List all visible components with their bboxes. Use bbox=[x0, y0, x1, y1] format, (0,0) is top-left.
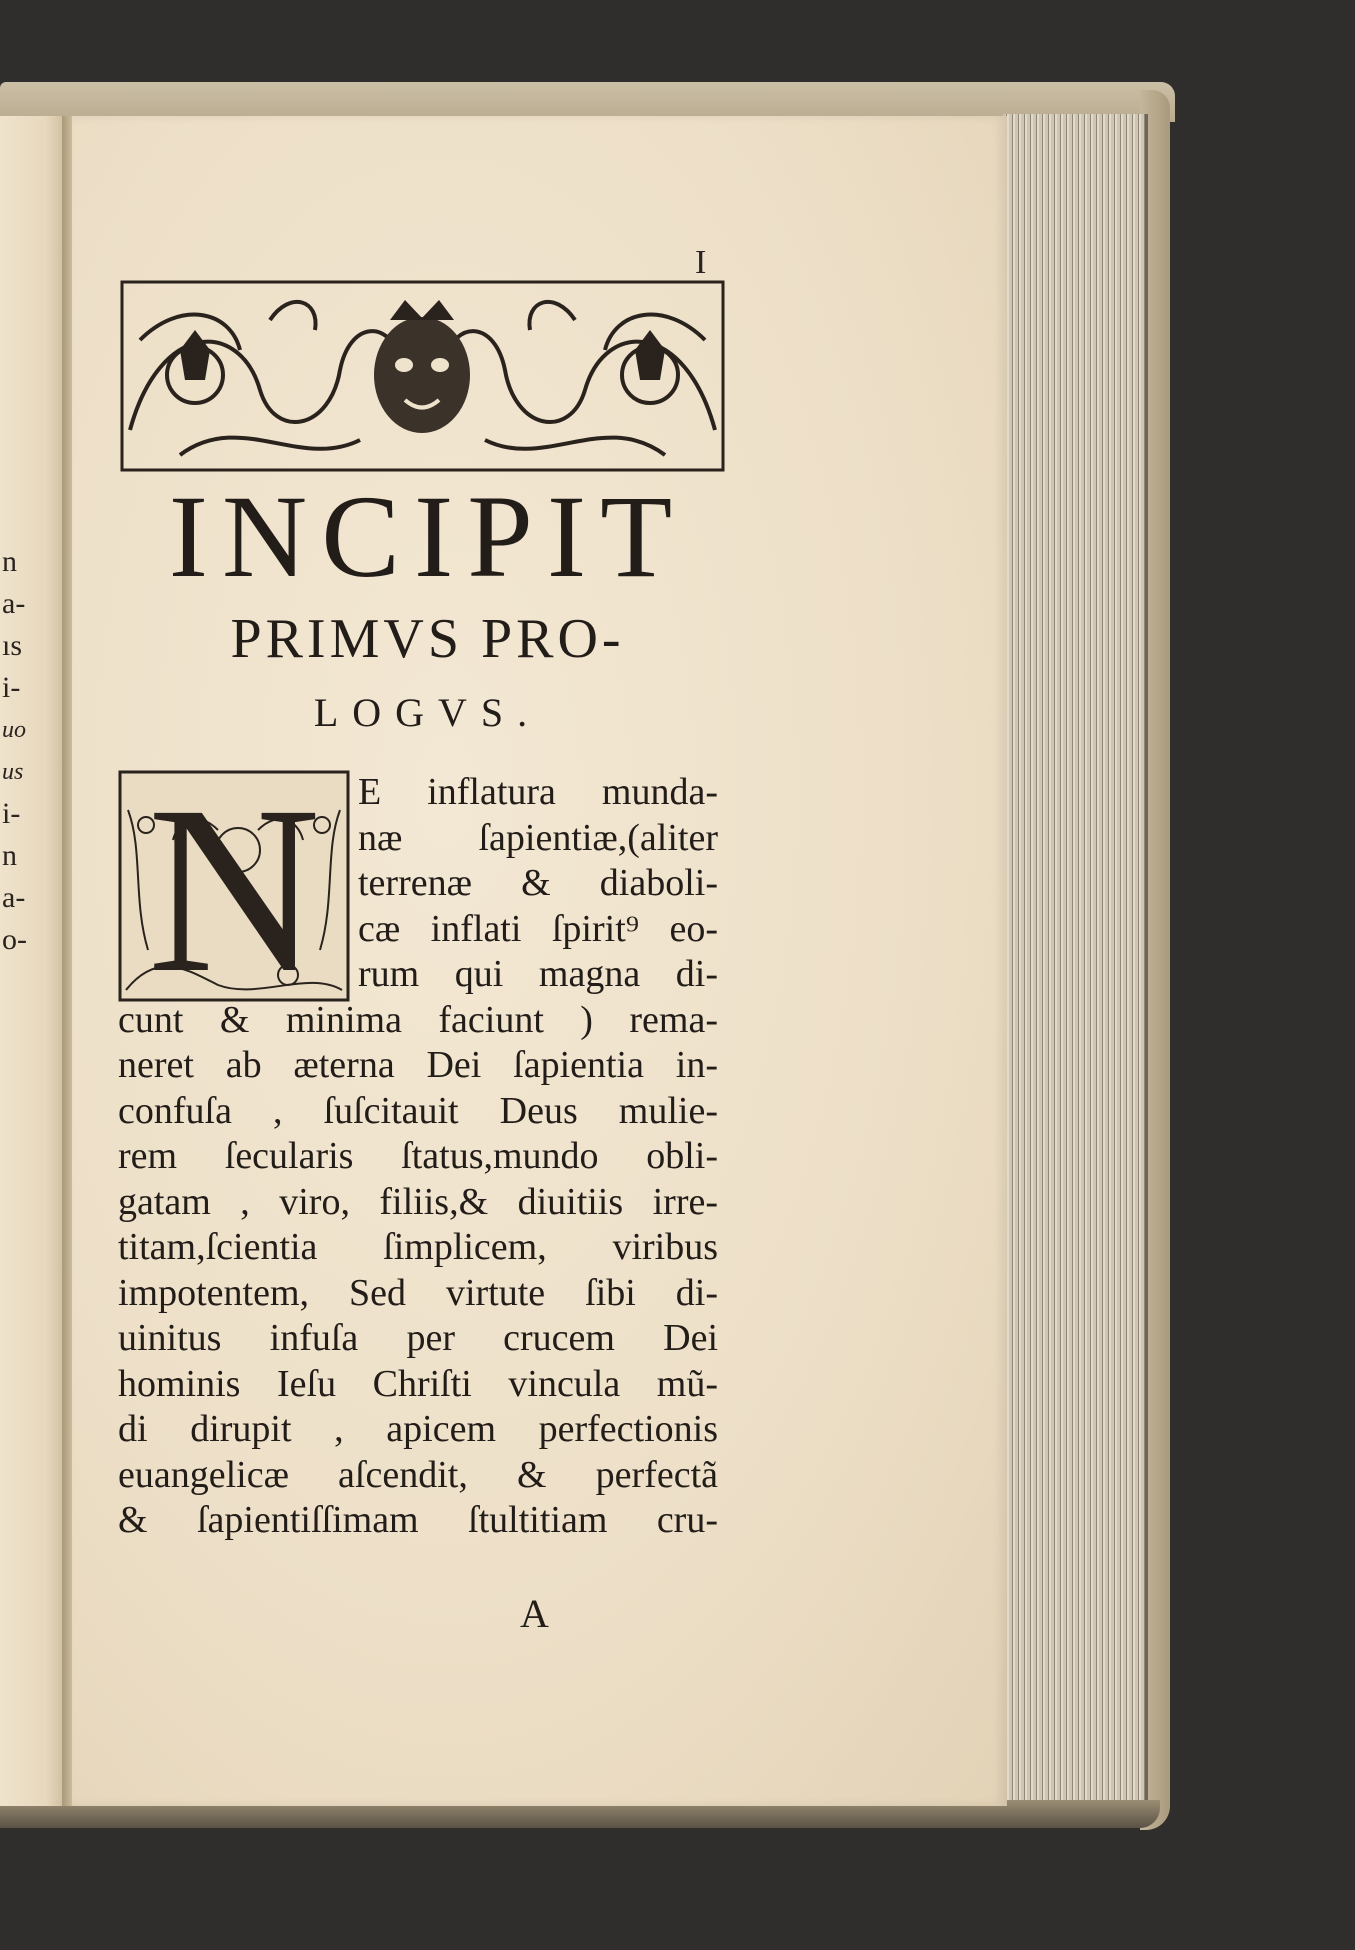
body-text bbox=[118, 770, 718, 1544]
text-line: confuſa , ſuſcitauit Deus mulie- bbox=[118, 1089, 718, 1132]
text-line: & ſapientiſſimam ſtultitiam cru- bbox=[118, 1499, 718, 1541]
left-page bbox=[0, 116, 68, 1806]
text-line: gatam , viro, filiis,& diuitiis irre- bbox=[118, 1180, 718, 1223]
text-line: rem ſecularis ſtatus,mundo obli- bbox=[118, 1135, 718, 1177]
left-fragment: us bbox=[2, 759, 24, 785]
heading-line-2: PRIMVS PRO- bbox=[230, 608, 625, 670]
text-line: cunt & minima faciunt ) rema- bbox=[118, 998, 718, 1041]
left-fragment: i- bbox=[2, 671, 21, 704]
left-fragment: o- bbox=[2, 923, 27, 956]
chapter-heading bbox=[125, 471, 730, 738]
text-line: terrenæ & diaboli- bbox=[358, 862, 718, 904]
text-line: impotentem, Sed virtute ſibi di- bbox=[118, 1271, 718, 1314]
left-fragment: a- bbox=[2, 881, 26, 914]
page-fore-edge bbox=[1003, 114, 1148, 1808]
page-number: I bbox=[695, 244, 707, 281]
text-line: di dirupit , apicem perfectionis bbox=[118, 1408, 718, 1450]
left-fragment: n bbox=[2, 839, 17, 872]
text-line: rum qui magna di- bbox=[358, 953, 718, 995]
svg-text:N: N bbox=[147, 770, 321, 1002]
text-line: cæ inflati ſpirit⁹ eo- bbox=[358, 907, 718, 950]
left-fragment: a- bbox=[2, 587, 26, 620]
left-fragment: uo bbox=[2, 717, 26, 743]
text-line: uinitus infuſa per crucem Dei bbox=[118, 1317, 718, 1359]
text-line: euangelicæ aſcendit, & perfectã bbox=[118, 1453, 718, 1496]
left-page-text-fragments bbox=[2, 541, 62, 961]
text-line: titam,ſcientia ſimplicem, viribus bbox=[118, 1226, 718, 1268]
grotesque-mask-icon bbox=[374, 300, 470, 433]
heading-line-3: LOGVS. bbox=[313, 690, 542, 735]
heading-line-1: INCIPIT bbox=[168, 471, 687, 602]
text-line: neret ab æterna Dei ſapientia in- bbox=[118, 1044, 718, 1086]
text-line: næ ſapientiæ,(aliter bbox=[358, 816, 718, 859]
left-fragment: n bbox=[2, 545, 17, 578]
text-line: hominis Ieſu Chriſti vincula mũ- bbox=[118, 1362, 718, 1405]
left-fragment: ıs bbox=[2, 629, 23, 662]
left-fragment: i- bbox=[2, 797, 21, 830]
text-line: E inflatura munda- bbox=[358, 771, 718, 813]
ornamental-headpiece bbox=[120, 280, 725, 472]
signature-mark: A bbox=[520, 1591, 549, 1636]
